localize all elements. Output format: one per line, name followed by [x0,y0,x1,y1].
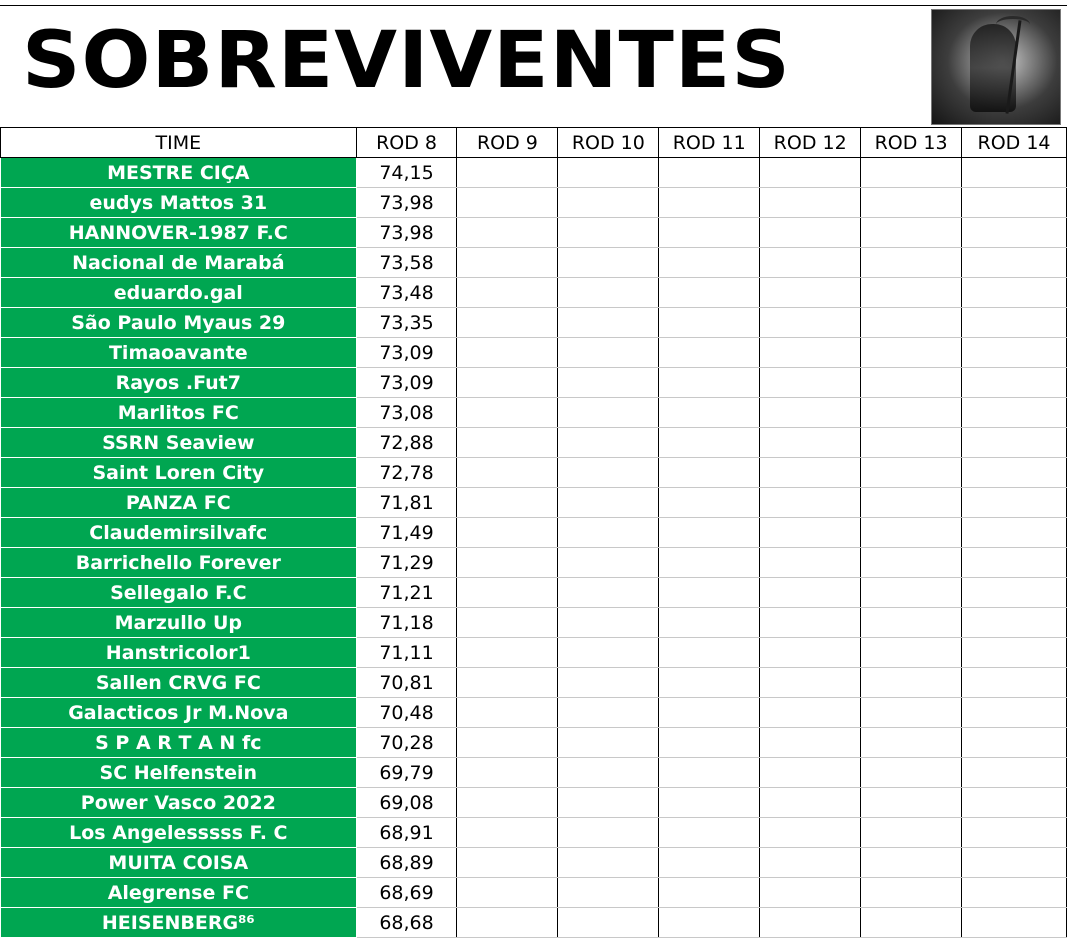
rod-12-score-cell[interactable] [760,278,861,308]
rod-9-score-cell[interactable] [457,848,558,878]
rod-9-score-cell[interactable] [457,398,558,428]
rod-13-score-cell[interactable] [861,218,962,248]
header-rod-12[interactable]: ROD 12 [760,128,861,158]
rod-14-score-cell[interactable] [962,728,1067,758]
rod-8-score-cell[interactable]: 73,09 [356,338,457,368]
table-row [1,578,1067,608]
rod-8-score-cell[interactable]: 73,35 [356,308,457,338]
title-banner [0,0,1067,128]
rod-8-score-cell[interactable]: 73,98 [356,188,457,218]
rod-10-score-cell[interactable] [558,788,659,818]
rod-13-score-cell[interactable] [861,908,962,938]
rod-9-score-cell[interactable] [457,218,558,248]
header-rod-9[interactable]: ROD 9 [457,128,558,158]
rod-14-score-cell[interactable] [962,548,1067,578]
table-row [1,908,1067,938]
rod-13-score-cell[interactable] [861,698,962,728]
rod-11-score-cell[interactable] [659,848,760,878]
rod-14-score-cell[interactable] [962,668,1067,698]
rod-14-score-cell[interactable] [962,308,1067,338]
rod-8-score-cell[interactable]: 72,88 [356,428,457,458]
table-row [1,308,1067,338]
team-name-cell[interactable]: Marzullo Up [1,608,357,638]
table-row [1,368,1067,398]
rod-8-score-cell[interactable]: 71,18 [356,608,457,638]
rod-13-score-cell[interactable] [861,188,962,218]
rod-13-score-cell[interactable] [861,728,962,758]
rod-10-score-cell[interactable] [558,668,659,698]
rod-10-score-cell[interactable] [558,278,659,308]
rod-10-score-cell[interactable] [558,158,659,188]
rod-11-score-cell[interactable] [659,488,760,518]
rod-12-score-cell[interactable] [760,578,861,608]
rod-8-score-cell[interactable]: 71,11 [356,638,457,668]
rod-10-score-cell[interactable] [558,578,659,608]
rod-11-score-cell[interactable] [659,188,760,218]
rod-9-score-cell[interactable] [457,488,558,518]
team-name-cell[interactable]: São Paulo Myaus 29 [1,308,357,338]
team-name-cell[interactable]: eudys Mattos 31 [1,188,357,218]
team-name-cell[interactable]: Marlitos FC [1,398,357,428]
rod-13-score-cell[interactable] [861,818,962,848]
rod-8-score-cell[interactable]: 70,48 [356,698,457,728]
rod-10-score-cell[interactable] [558,758,659,788]
rod-9-score-cell[interactable] [457,578,558,608]
table-row [1,608,1067,638]
table-row [1,548,1067,578]
table-row [1,638,1067,668]
header-team[interactable]: TIME [1,128,357,158]
rod-13-score-cell[interactable] [861,758,962,788]
rod-9-score-cell[interactable] [457,278,558,308]
rod-14-score-cell[interactable] [962,878,1067,908]
team-name-cell[interactable]: MUITA COISA [1,848,357,878]
rod-11-score-cell[interactable] [659,368,760,398]
rod-13-score-cell[interactable] [861,788,962,818]
rod-8-score-cell[interactable]: 70,81 [356,668,457,698]
rod-11-score-cell[interactable] [659,338,760,368]
rod-9-score-cell[interactable] [457,338,558,368]
rod-12-score-cell[interactable] [760,308,861,338]
rod-8-score-cell[interactable]: 73,58 [356,248,457,278]
rod-11-score-cell[interactable] [659,788,760,818]
rod-14-score-cell[interactable] [962,278,1067,308]
rod-14-score-cell[interactable] [962,758,1067,788]
rod-10-score-cell[interactable] [558,818,659,848]
rod-11-score-cell[interactable] [659,818,760,848]
rod-9-score-cell[interactable] [457,908,558,938]
rod-10-score-cell[interactable] [558,848,659,878]
rod-13-score-cell[interactable] [861,848,962,878]
rod-13-score-cell[interactable] [861,578,962,608]
rod-13-score-cell[interactable] [861,488,962,518]
rod-10-score-cell[interactable] [558,518,659,548]
rod-8-score-cell[interactable]: 68,89 [356,848,457,878]
rod-13-score-cell[interactable] [861,248,962,278]
table-row [1,668,1067,698]
header-rod-14[interactable]: ROD 14 [962,128,1067,158]
rod-11-score-cell[interactable] [659,458,760,488]
rod-8-score-cell[interactable]: 71,21 [356,578,457,608]
team-name-cell[interactable]: Hanstricolor1 [1,638,357,668]
rod-13-score-cell[interactable] [861,368,962,398]
rod-12-score-cell[interactable] [760,158,861,188]
rod-14-score-cell[interactable] [962,248,1067,278]
rod-9-score-cell[interactable] [457,308,558,338]
rod-14-score-cell[interactable] [962,608,1067,638]
rod-14-score-cell[interactable] [962,848,1067,878]
header-rod-13[interactable]: ROD 13 [861,128,962,158]
rod-13-score-cell[interactable] [861,668,962,698]
rod-13-score-cell[interactable] [861,638,962,668]
team-name-cell[interactable]: Rayos .Fut7 [1,368,357,398]
rod-12-score-cell[interactable] [760,788,861,818]
table-row [1,278,1067,308]
grim-reaper-image [931,9,1061,125]
table-row [1,248,1067,278]
rod-10-score-cell[interactable] [558,488,659,518]
table-row [1,428,1067,458]
top-border [0,5,1067,6]
rod-10-score-cell[interactable] [558,368,659,398]
table-row [1,338,1067,368]
rod-9-score-cell[interactable] [457,728,558,758]
rod-9-score-cell[interactable] [457,608,558,638]
rod-9-score-cell[interactable] [457,518,558,548]
rod-10-score-cell[interactable] [558,218,659,248]
rod-14-score-cell[interactable] [962,428,1067,458]
rod-9-score-cell[interactable] [457,878,558,908]
scythe-blade [996,16,1030,33]
table-body [1,158,1067,938]
team-name-cell[interactable]: PANZA FC [1,488,357,518]
rod-13-score-cell[interactable] [861,158,962,188]
rod-12-score-cell[interactable] [760,878,861,908]
rod-9-score-cell[interactable] [457,158,558,188]
header-rod-10[interactable]: ROD 10 [558,128,659,158]
rod-11-score-cell[interactable] [659,698,760,728]
table-row [1,398,1067,428]
header-rod-11[interactable]: ROD 11 [659,128,760,158]
team-name-cell[interactable]: Alegrense FC [1,878,357,908]
rod-10-score-cell[interactable] [558,308,659,338]
team-name-cell[interactable]: SSRN Seaview [1,428,357,458]
rod-13-score-cell[interactable] [861,428,962,458]
rod-8-score-cell[interactable]: 71,49 [356,518,457,548]
header-row [1,128,1067,158]
table-row [1,158,1067,188]
rod-9-score-cell[interactable] [457,788,558,818]
rod-10-score-cell[interactable] [558,608,659,638]
rod-14-score-cell[interactable] [962,518,1067,548]
team-name-cell[interactable]: MESTRE CIÇA [1,158,357,188]
rod-9-score-cell[interactable] [457,428,558,458]
team-name-cell[interactable]: Sellegalo F.C [1,578,357,608]
rod-13-score-cell[interactable] [861,518,962,548]
table-row [1,758,1067,788]
rod-9-score-cell[interactable] [457,758,558,788]
rod-9-score-cell[interactable] [457,698,558,728]
team-name-cell[interactable]: Sallen CRVG FC [1,668,357,698]
rod-9-score-cell[interactable] [457,458,558,488]
table-row [1,458,1067,488]
rod-8-score-cell[interactable]: 70,28 [356,728,457,758]
table-row [1,698,1067,728]
rod-11-score-cell[interactable] [659,278,760,308]
rod-14-score-cell[interactable] [962,218,1067,248]
table-row [1,878,1067,908]
rod-14-score-cell[interactable] [962,488,1067,518]
rod-14-score-cell[interactable] [962,698,1067,728]
rod-10-score-cell[interactable] [558,458,659,488]
rod-8-score-cell[interactable]: 74,15 [356,158,457,188]
table-row [1,488,1067,518]
table-row [1,728,1067,758]
rod-10-score-cell[interactable] [558,698,659,728]
team-name-cell[interactable]: Galacticos Jr M.Nova [1,698,357,728]
rod-10-score-cell[interactable] [558,248,659,278]
rod-13-score-cell[interactable] [861,458,962,488]
team-name-cell[interactable]: HANNOVER-1987 F.C [1,218,357,248]
table-row [1,188,1067,218]
rod-12-score-cell[interactable] [760,758,861,788]
team-name-cell[interactable]: Saint Loren City [1,458,357,488]
rod-12-score-cell[interactable] [760,818,861,848]
team-name-cell[interactable]: Timaoavante [1,338,357,368]
rod-12-score-cell[interactable] [760,638,861,668]
team-name-cell[interactable]: eduardo.gal [1,278,357,308]
rod-14-score-cell[interactable] [962,338,1067,368]
rod-14-score-cell[interactable] [962,158,1067,188]
rod-9-score-cell[interactable] [457,638,558,668]
rod-11-score-cell[interactable] [659,248,760,278]
rod-8-score-cell[interactable]: 68,68 [356,908,457,938]
rod-13-score-cell[interactable] [861,878,962,908]
rod-12-score-cell[interactable] [760,518,861,548]
rod-13-score-cell[interactable] [861,308,962,338]
rod-12-score-cell[interactable] [760,728,861,758]
rod-13-score-cell[interactable] [861,398,962,428]
rod-12-score-cell[interactable] [760,698,861,728]
rod-8-score-cell[interactable]: 73,48 [356,278,457,308]
rod-11-score-cell[interactable] [659,878,760,908]
table-row [1,218,1067,248]
rod-11-score-cell[interactable] [659,728,760,758]
rod-10-score-cell[interactable] [558,338,659,368]
rod-9-score-cell[interactable] [457,818,558,848]
rod-10-score-cell[interactable] [558,638,659,668]
rod-11-score-cell[interactable] [659,518,760,548]
team-name-cell[interactable]: Nacional de Marabá [1,248,357,278]
rod-14-score-cell[interactable] [962,398,1067,428]
rod-12-score-cell[interactable] [760,248,861,278]
team-name-cell[interactable]: SC Helfenstein [1,758,357,788]
rod-8-score-cell[interactable]: 73,98 [356,218,457,248]
rod-8-score-cell[interactable]: 71,81 [356,488,457,518]
rod-12-score-cell[interactable] [760,608,861,638]
rod-9-score-cell[interactable] [457,368,558,398]
survivors-table [0,128,1067,938]
rod-9-score-cell[interactable] [457,548,558,578]
rod-11-score-cell[interactable] [659,578,760,608]
rod-10-score-cell[interactable] [558,548,659,578]
rod-10-score-cell[interactable] [558,908,659,938]
rod-9-score-cell[interactable] [457,248,558,278]
rod-11-score-cell[interactable] [659,548,760,578]
rod-11-score-cell[interactable] [659,668,760,698]
table-row [1,848,1067,878]
rod-11-score-cell[interactable] [659,758,760,788]
team-name-cell[interactable]: Claudemirsilvafc [1,518,357,548]
rod-11-score-cell[interactable] [659,608,760,638]
rod-12-score-cell[interactable] [760,338,861,368]
rod-12-score-cell[interactable] [760,488,861,518]
rod-11-score-cell[interactable] [659,308,760,338]
rod-12-score-cell[interactable] [760,848,861,878]
rod-10-score-cell[interactable] [558,428,659,458]
rod-14-score-cell[interactable] [962,578,1067,608]
rod-9-score-cell[interactable] [457,668,558,698]
rod-14-score-cell[interactable] [962,638,1067,668]
rod-12-score-cell[interactable] [760,458,861,488]
rod-10-score-cell[interactable] [558,188,659,218]
rod-11-score-cell[interactable] [659,638,760,668]
team-name-cell[interactable]: S P A R T A N fc [1,728,357,758]
sheet-title: SOBREVIVENTES [22,16,791,106]
rod-12-score-cell[interactable] [760,668,861,698]
team-name-cell[interactable]: Barrichello Forever [1,548,357,578]
rod-8-score-cell[interactable]: 69,08 [356,788,457,818]
header-rod-8[interactable]: ROD 8 [356,128,457,158]
rod-14-score-cell[interactable] [962,788,1067,818]
rod-13-score-cell[interactable] [861,338,962,368]
rod-8-score-cell[interactable]: 73,09 [356,368,457,398]
rod-8-score-cell[interactable]: 71,29 [356,548,457,578]
rod-10-score-cell[interactable] [558,878,659,908]
rod-9-score-cell[interactable] [457,188,558,218]
team-name-cell[interactable]: Power Vasco 2022 [1,788,357,818]
team-name-cell[interactable]: HEISENBERG⁸⁶ [1,908,357,938]
rod-12-score-cell[interactable] [760,398,861,428]
rod-13-score-cell[interactable] [861,278,962,308]
rod-12-score-cell[interactable] [760,368,861,398]
rod-12-score-cell[interactable] [760,188,861,218]
rod-8-score-cell[interactable]: 73,08 [356,398,457,428]
rod-12-score-cell[interactable] [760,428,861,458]
rod-13-score-cell[interactable] [861,548,962,578]
rod-14-score-cell[interactable] [962,818,1067,848]
rod-12-score-cell[interactable] [760,548,861,578]
rod-10-score-cell[interactable] [558,728,659,758]
rod-13-score-cell[interactable] [861,608,962,638]
rod-12-score-cell[interactable] [760,908,861,938]
table-row [1,788,1067,818]
rod-8-score-cell[interactable]: 69,79 [356,758,457,788]
team-name-cell[interactable]: Los Angelesssss F. C [1,818,357,848]
rod-11-score-cell[interactable] [659,218,760,248]
rod-14-score-cell[interactable] [962,368,1067,398]
rod-8-score-cell[interactable]: 68,91 [356,818,457,848]
rod-8-score-cell[interactable]: 68,69 [356,878,457,908]
rod-14-score-cell[interactable] [962,188,1067,218]
rod-11-score-cell[interactable] [659,908,760,938]
rod-14-score-cell[interactable] [962,458,1067,488]
table-row [1,818,1067,848]
rod-10-score-cell[interactable] [558,398,659,428]
rod-11-score-cell[interactable] [659,428,760,458]
rod-11-score-cell[interactable] [659,398,760,428]
rod-12-score-cell[interactable] [760,218,861,248]
table-row [1,518,1067,548]
rod-8-score-cell[interactable]: 72,78 [356,458,457,488]
rod-14-score-cell[interactable] [962,908,1067,938]
rod-11-score-cell[interactable] [659,158,760,188]
